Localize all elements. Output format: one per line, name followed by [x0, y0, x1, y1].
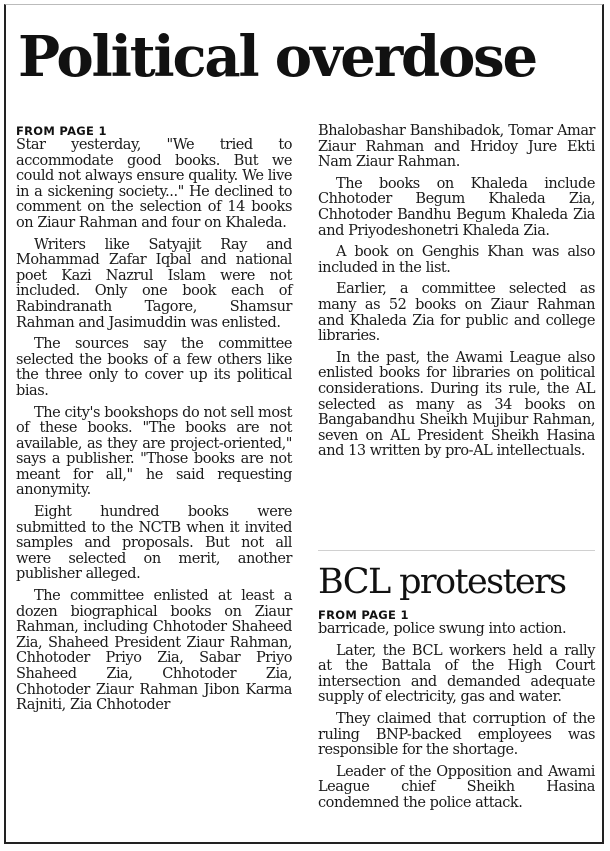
paragraph: The committee enlisted at least a dozen biographical books on Ziaur Rahman, including Chhotoder Shaheed Zia, Shaheed President Ziaur Rahman, Chhotoder Priyo Zia, Sabar Priyo Shaheed Zia, Chhotoder Zia, Chhotoder Ziaur Rahman Jibon Karma Rajniti, Zia Chhotoder	[16, 588, 292, 714]
paragraph: Leader of the Opposition and Awami League chief Sheikh Hasina condemned the police attack.	[318, 763, 595, 811]
paragraph: A book on Genghis Khan was also included in the list.	[318, 244, 595, 276]
paragraph: The city's bookshops do not sell most of these books. "The books are not available, as they are project-oriented," says a publisher. "Those books are not meant for all," he said requesting anonymity.	[16, 404, 292, 499]
paragraph: The sources say the committee selected the books of a few others like the three only to cover up its political bias.	[16, 336, 292, 399]
paragraph: In the past, the Awami League also enlisted books for libraries on political considerations. During its rule, the AL selected as many as 34 books on Bangabandhu Sheikh Mujibur Rahman, seven on AL President Sheikh Hasina and 13 written by pro-AL intellectuals.	[318, 349, 595, 460]
paragraph: Bhalobashar Banshibadok, Tomar Amar Ziaur Rahman and Hridoy Jure Ekti Nam Ziaur Rahman.	[318, 123, 595, 171]
story-column-2	[318, 124, 595, 466]
section-divider	[318, 550, 595, 551]
paragraph: They claimed that corruption of the ruling BNP-backed employees was responsible for the shortage.	[318, 710, 595, 759]
paragraph: Earlier, a committee selected as many as 52 books on Ziaur Rahman and Khaleda Zia for public and college libraries.	[318, 281, 595, 345]
story-column-1	[16, 124, 292, 720]
headline: Political overdose	[18, 24, 536, 90]
paragraph: The books on Khaleda include Chhotoder Begum Khaleda Zia, Chhotoder Bandhu Begum Khaleda Zia and Priyodeshonetri Khaleda Zia.	[318, 175, 595, 239]
paragraph: Star yesterday, "We tried to accommodate good books. But we could not always ensure quality. We live in a sickening society..." He declined to comment on the selection of 14 books on Ziaur Rahman and four on Khaleda.	[16, 137, 292, 231]
paragraph: barricade, police swung into action.	[318, 621, 567, 637]
paragraph: Later, the BCL workers held a rally at the Battala of the High Court intersection and demanded adequate supply of electricity, gas and water.	[318, 642, 595, 706]
paragraph: Writers like Satyajit Ray and Mohammad Zafar Iqbal and national poet Kazi Nazrul Islam were not included. Only one book each of Rabindranath Tagore, Shamsur Rahman and Jasimuddin was enlisted.	[16, 236, 292, 331]
second-story-headline: BCL protesters	[318, 562, 566, 602]
paragraph: Eight hundred books were submitted to the NCTB when it invited samples and proposals. But not all were selected on merit, another publisher alleged.	[16, 504, 292, 583]
kicker-from-page-1: FROM PAGE 1	[16, 124, 107, 138]
second-story	[318, 560, 595, 818]
kicker-from-page-1: FROM PAGE 1	[318, 608, 409, 622]
